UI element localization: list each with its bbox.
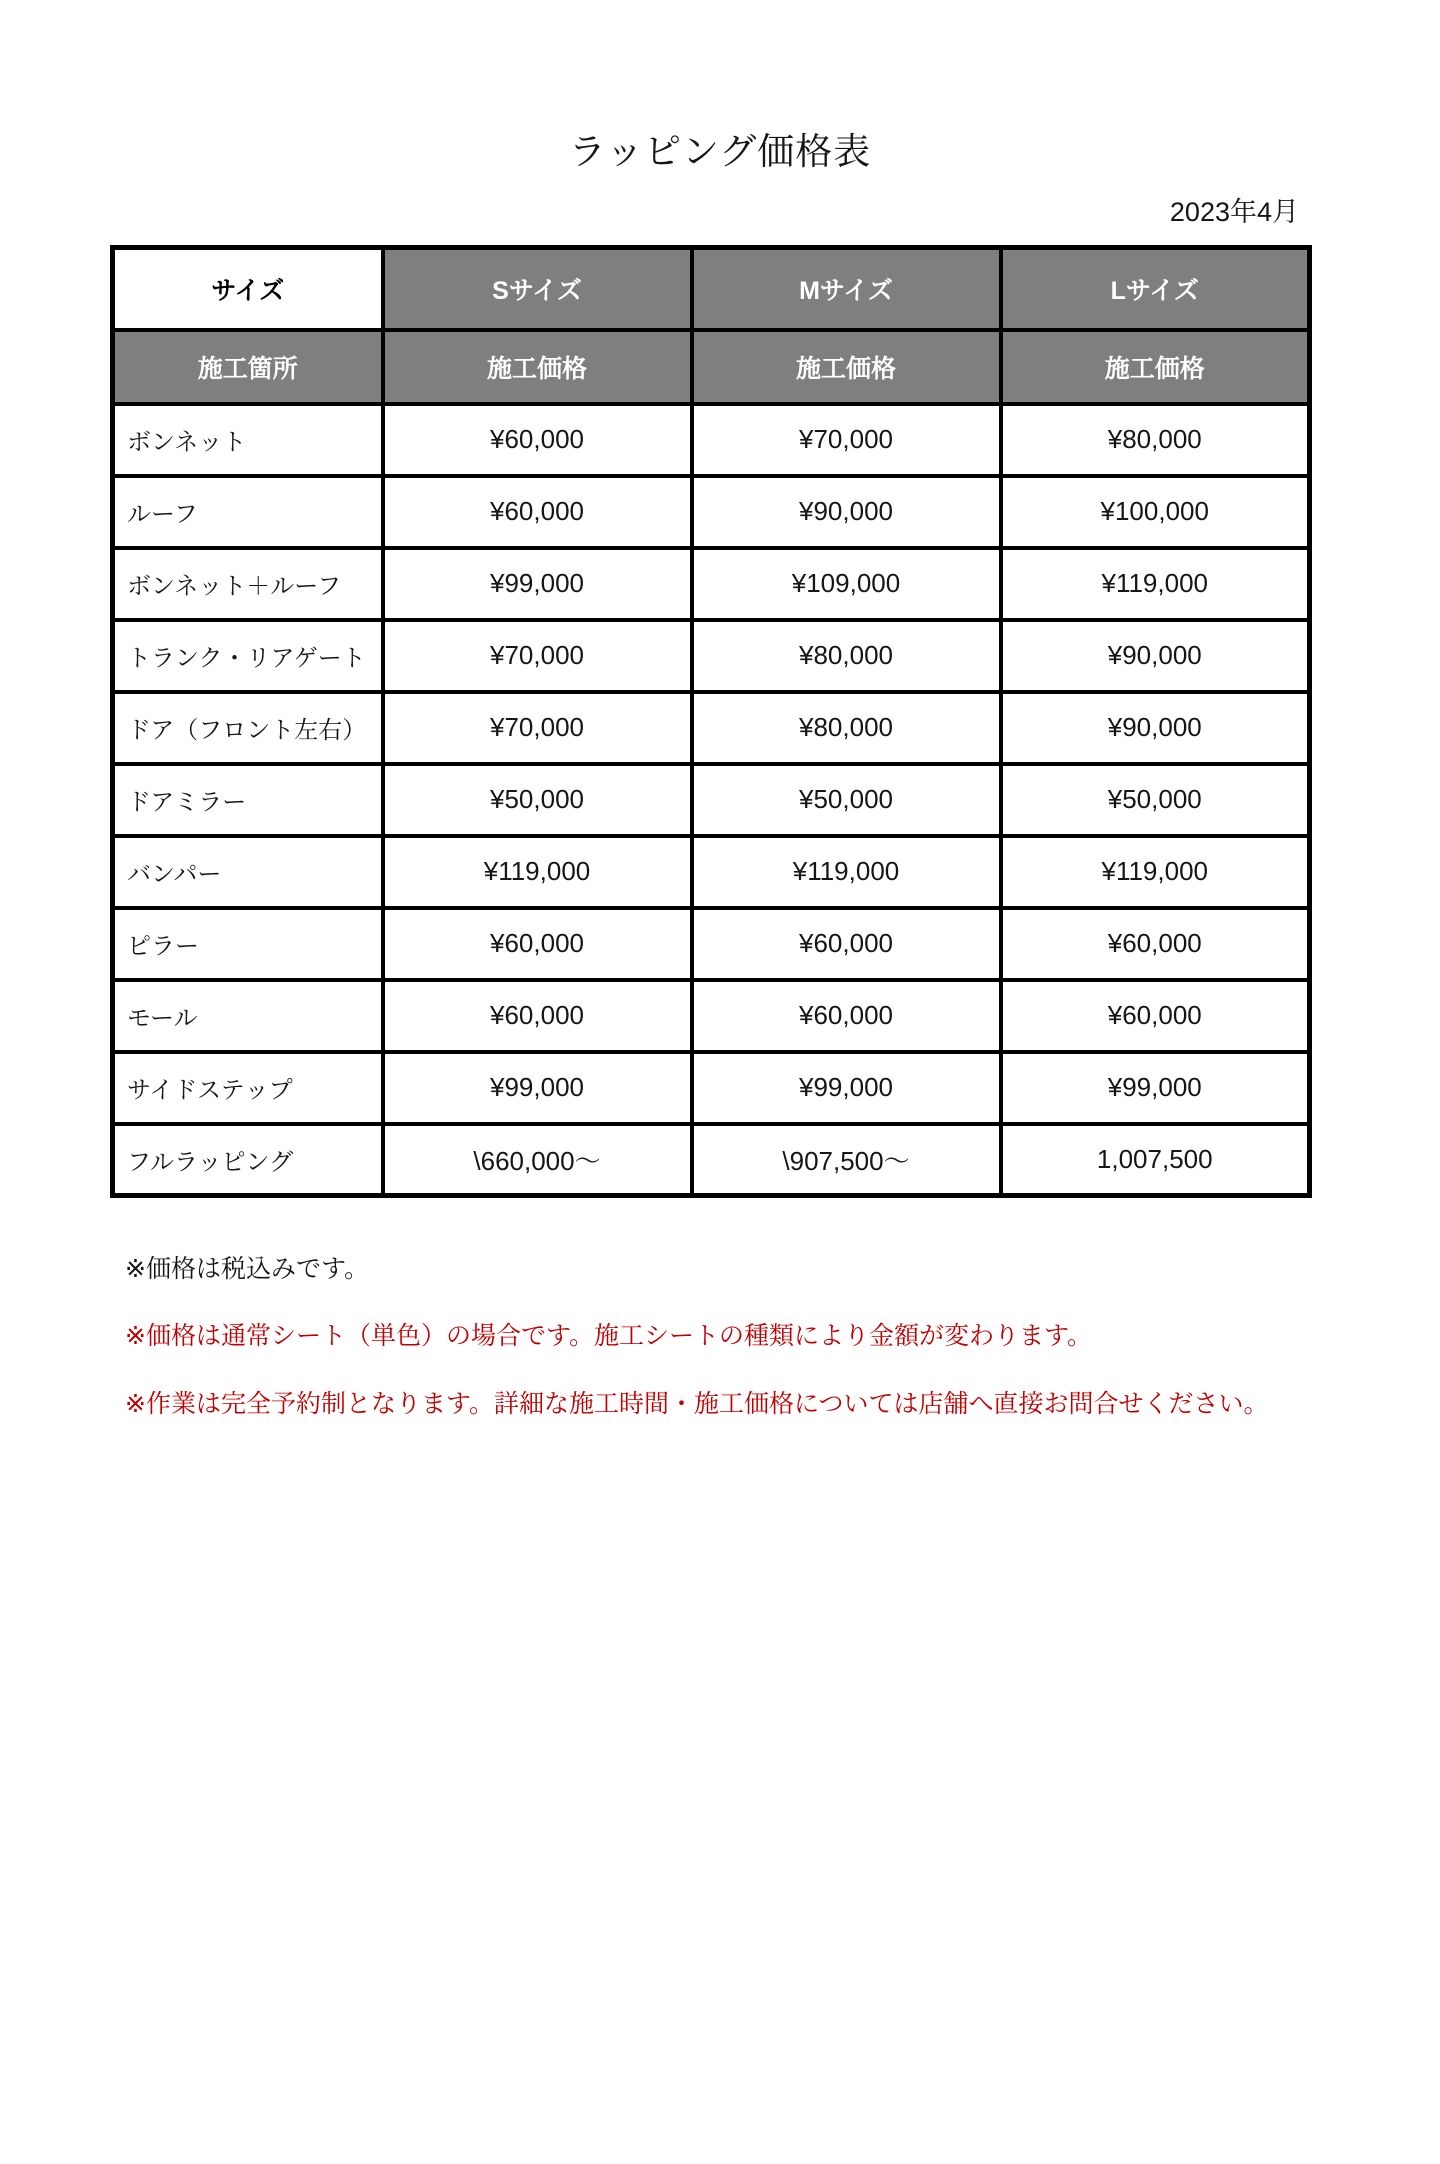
table-row [113, 908, 1310, 980]
cell-location: バンパー [113, 836, 383, 908]
cell-price: ¥70,000 [383, 620, 692, 692]
table-row [113, 836, 1310, 908]
notes [125, 1254, 1440, 1420]
cell-price: ¥80,000 [692, 692, 1001, 764]
cell-price: ¥100,000 [1001, 476, 1310, 548]
table-row [113, 764, 1310, 836]
cell-price: ¥50,000 [1001, 764, 1310, 836]
header-row-sizes [113, 248, 1310, 330]
note: ※価格は通常シート（単色）の場合です。施工シートの種類により金額が変わります。 [125, 1322, 1092, 1351]
note: ※作業は完全予約制となります。詳細な施工時間・施工価格については店舗へ直接お問合せください。 [125, 1389, 1269, 1418]
table-row [113, 1052, 1310, 1124]
cell-price: ¥50,000 [383, 764, 692, 836]
cell-price: ¥60,000 [383, 404, 692, 476]
table-row [113, 548, 1310, 620]
cell-price: ¥60,000 [383, 908, 692, 980]
cell-location: サイドステップ [113, 1052, 383, 1124]
document-page [0, 128, 1440, 1420]
cell-location: ボンネット [113, 404, 383, 476]
cell-price: ¥119,000 [1001, 548, 1310, 620]
cell-price: ¥99,000 [1001, 1052, 1310, 1124]
cell-location: ボンネット＋ルーフ [113, 548, 383, 620]
header-s-size-cell: Sサイズ [383, 248, 692, 330]
cell-price: ¥60,000 [692, 908, 1001, 980]
cell-location: ピラー [113, 908, 383, 980]
cell-location: ドアミラー [113, 764, 383, 836]
price-table [110, 245, 1312, 1198]
cell-price: \907,500～ [692, 1124, 1001, 1196]
cell-price: \660,000～ [383, 1124, 692, 1196]
header-m-size-cell: Mサイズ [692, 248, 1001, 330]
cell-price: ¥119,000 [383, 836, 692, 908]
table-row [113, 692, 1310, 764]
cell-price: ¥60,000 [1001, 980, 1310, 1052]
cell-price: ¥70,000 [692, 404, 1001, 476]
cell-location: モール [113, 980, 383, 1052]
cell-price: ¥90,000 [1001, 692, 1310, 764]
cell-price: ¥90,000 [692, 476, 1001, 548]
header-price-cell-l: 施工価格 [1001, 330, 1310, 404]
cell-price: ¥99,000 [383, 548, 692, 620]
table-row [113, 476, 1310, 548]
cell-price: ¥99,000 [383, 1052, 692, 1124]
cell-price: ¥80,000 [692, 620, 1001, 692]
date-label: 2023年4月 [1169, 197, 1299, 228]
cell-price: ¥60,000 [1001, 908, 1310, 980]
header-size-corner-cell: サイズ [113, 248, 383, 330]
cell-price: ¥99,000 [692, 1052, 1001, 1124]
page-title: ラッピング価格表 [568, 131, 872, 172]
header-price-cell-s: 施工価格 [383, 330, 692, 404]
cell-price: ¥60,000 [383, 980, 692, 1052]
cell-price: ¥60,000 [692, 980, 1001, 1052]
cell-location: トランク・リアゲート [113, 620, 383, 692]
header-row-labels [113, 330, 1310, 404]
cell-price: ¥60,000 [383, 476, 692, 548]
header-location-cell: 施工箇所 [113, 330, 383, 404]
cell-location: フルラッピング [113, 1124, 383, 1196]
table-row [113, 1124, 1310, 1196]
cell-price: ¥50,000 [692, 764, 1001, 836]
note: ※価格は税込みです。 [125, 1255, 369, 1284]
cell-price: 1,007,500 [1001, 1124, 1310, 1196]
header-l-size-cell: Lサイズ [1001, 248, 1310, 330]
table-row [113, 980, 1310, 1052]
price-table-body [113, 404, 1310, 1196]
cell-price: ¥109,000 [692, 548, 1001, 620]
header-price-cell-m: 施工価格 [692, 330, 1001, 404]
cell-price: ¥90,000 [1001, 620, 1310, 692]
cell-price: ¥119,000 [692, 836, 1001, 908]
cell-location: ドア（フロント左右） [113, 692, 383, 764]
cell-price: ¥70,000 [383, 692, 692, 764]
cell-price: ¥80,000 [1001, 404, 1310, 476]
table-row [113, 620, 1310, 692]
cell-price: ¥119,000 [1001, 836, 1310, 908]
table-row [113, 404, 1310, 476]
cell-location: ルーフ [113, 476, 383, 548]
